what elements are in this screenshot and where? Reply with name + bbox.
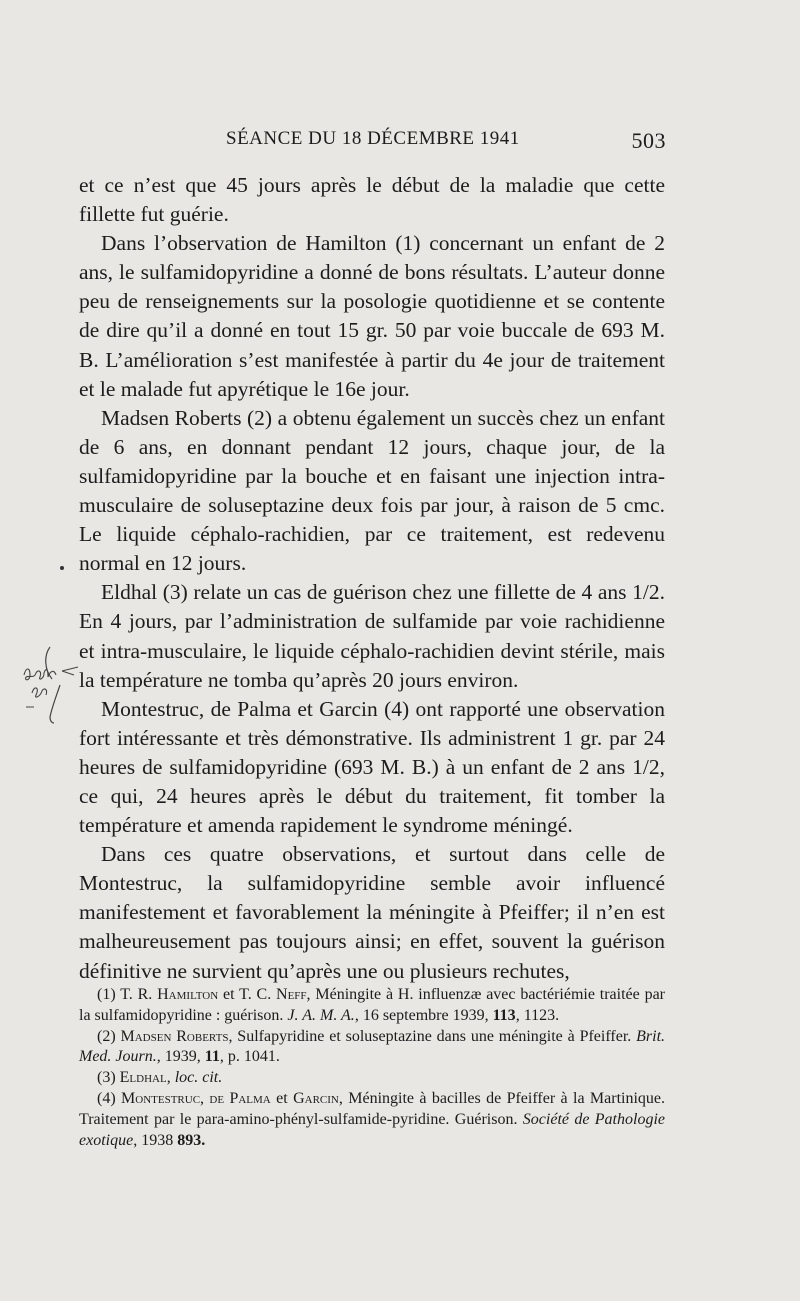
paragraph-4: Eldhal (3) relate un cas de guérison chez une fillette de 4 ans 1/2. En 4 jours, par l’administration de sulfamide par voie rachidienne et intra-musculaire, le liquide céphalo-rachidien devint stérile, mais la température ne tomba qu’après 20 jours environ. <box>79 580 665 692</box>
footnote-date: , 1939, <box>156 1048 205 1066</box>
footnote-1 <box>79 985 665 1027</box>
paragraph-1: et ce n’est que 45 jours après le début de la maladie que cette fillette fut guérie. <box>79 173 665 227</box>
running-header <box>226 128 666 158</box>
paragraph-2: Dans l’observation de Hamilton (1) concernant un enfant de 2 ans, le sulfamidopyridine a donné de bons résultats. L’auteur donne peu de renseignements sur la posologie quotidienne et se contente de dire qu’il a donné en tout 15 gr. 50 par voie buccale de 693 M. B. L’amélioration s’est manifestée à partir du 4e jour de traitement et le malade fut apyrétique le 16e jour. <box>79 231 665 401</box>
footnote-author: Madsen Roberts <box>120 1027 229 1045</box>
footnote-volume: 11 <box>204 1048 220 1066</box>
footnote-connector: et <box>270 1089 294 1107</box>
footnote-citation: loc. cit. <box>174 1069 223 1087</box>
paragraph-5: Montestruc, de Palma et Garcin (4) ont rapporté une observation fort intéressante et très démonstrative. Ils administrent 1 gr. par 24 heures de sulfamidopyridine (693 M. B.) à un enfant de 2 ans 1/2, ce qui, 24 heures après le début du traitement, fit tomber la température et amenda rapidement le syndrome méningé. <box>79 696 665 838</box>
footnote-author: Montestruc, de Palma <box>121 1089 271 1107</box>
running-title: SÉANCE DU 18 DÉCEMBRE 1941 <box>226 128 520 149</box>
footnote-date: , 1938 <box>133 1131 178 1149</box>
footnote-number: (4) <box>97 1089 116 1107</box>
footnote-pages: 893. <box>177 1131 206 1149</box>
footnote-number: (3) <box>97 1069 116 1087</box>
footnote-number: (1) <box>97 986 116 1003</box>
footnote-pages: , 1123. <box>515 1006 560 1024</box>
footnote-journal: Société de Pathologie exotique <box>79 1110 665 1149</box>
paragraph-6: Dans ces quatre observations, et surtout dans celle de Montestruc, la sulfamidopyridine semble avoir influencé manifestement et favorablement la méningite à Pfeiffer; il n’en est malheureusement pas toujours ainsi; en effet, souvent la guérison définitive ne survient qu’après une ou plusieurs rechutes, <box>79 842 665 983</box>
handwriting-annotation <box>22 645 82 725</box>
footnote-separator: , <box>166 1069 175 1087</box>
footnote-author: Eldhal <box>119 1069 167 1087</box>
footnote-2 <box>79 1027 665 1069</box>
footnote-author: Neff <box>276 986 307 1003</box>
margin-dot-mark <box>60 566 64 570</box>
footnote-3 <box>79 1068 665 1089</box>
footnote-title: , Méningite à bacilles de Pfeiffer à la Martinique. Traitement par le para-amino-phényl-sulfamide-pyridine. Guérison. <box>79 1089 666 1128</box>
footnote-title: , Sulfapyridine et soluseptazine dans une méningite à Pfeiffer. <box>228 1027 637 1045</box>
paragraph-3: Madsen Roberts (2) a obtenu également un succès chez un enfant de 6 ans, en donnant pendant 12 jours, chaque jour, de la sulfamidopyridine par la bouche et en faisant une injection intra-musculaire de soluseptazine deux fois par jour, à raison de 5 cmc. Le liquide céphalo-rachidien, par ce traitement, est redevenu normal en 12 jours. <box>79 405 665 576</box>
footnote-volume: 113 <box>492 1006 516 1024</box>
page-number: 503 <box>631 128 666 153</box>
handwritten-margin-note <box>22 645 82 725</box>
footnote-author: Garcin <box>293 1089 339 1107</box>
body-text <box>79 171 665 986</box>
footnote-pages: , p. 1041. <box>219 1048 280 1066</box>
footnote-connector: et T. C. <box>218 986 277 1003</box>
footnote-journal: Brit. Med. Journ. <box>79 1027 666 1066</box>
footnote-title: , Méningite à H. influenzæ avec bactériémie traitée par la sulfamidopyridine : guérison. <box>79 986 665 1024</box>
footnote-author-initials: T. R. <box>120 986 158 1003</box>
footnote-date: , 16 septembre 1939, <box>354 1006 493 1024</box>
footnote-author: Hamilton <box>157 986 219 1003</box>
footnote-journal: J. A. M. A. <box>287 1006 355 1024</box>
footnote-number: (2) <box>97 1027 116 1045</box>
footnote-4 <box>79 1089 665 1151</box>
footnotes <box>79 985 665 1151</box>
